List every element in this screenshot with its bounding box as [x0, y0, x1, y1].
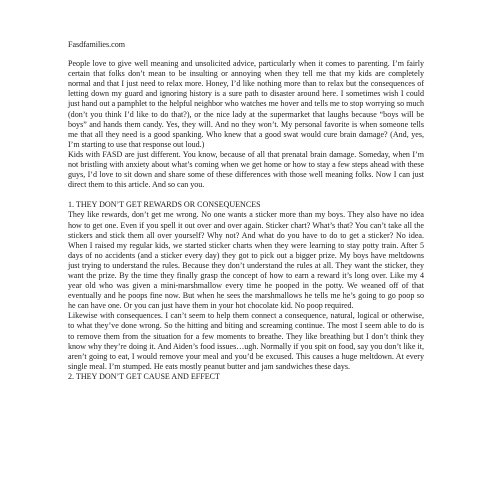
consequences-paragraph: Likewise with consequences. I can’t seem to help them connect a consequence, natural, logical or otherwise, to what they’ve done wrong. So the hitting and biting and screaming continue. The most I seem able to do is to remove them from the situation for a few moments to breathe. They like breathing but I don’t think they know why they’re doing it. And Aiden’s food issues…ugh. Normally if you spit on food, say you don’t like it, aren’t going to eat, I would remove your meal and you’d be excused. This causes a huge meltdown. At every single meal. I’m stumped. He eats mostly peanut butter and jam sandwiches these days.	[68, 311, 424, 371]
intro-paragraph: People love to give well meaning and unsolicited advice, particularly when it comes to parenting. I’m fairly certain that folks don’t mean to be insulting or annoying when they tell me that my kids are completely normal and that I just need to relax more. Honey, I’d like nothing more than to relax but the consequences of letting down my guard and ignoring history is a sure path to disaster around here. I sometimes wish I could just hand out a pamphlet to the helpful neighbor who watches me hover and tells me to stop worrying so much (don’t you think I’d like to do that?), or the nice lady at the supermarket that laughs because “boys will be boys” and hands them candy. Yes, they will. And no they won’t. My personal favorite is when someone tells me that all they need is a good spanking. Who knew that a good swat would cure brain damage? (And, yes, I’m starting to use that response out loud.)	[68, 59, 424, 149]
fasd-differences-paragraph: Kids with FASD are just different. You know, because of all that prenatal brain damage. Someday, when I’m not bristling with anxiety about what’s coming when we get home or how to stay a few steps ahead with these guys, I’d love to sit down and share some of these differences with those well meaning folks. Now I can just direct them to this article. And so can you.	[68, 149, 424, 190]
paragraph-gap	[68, 190, 424, 200]
site-name: Fasdfamilies.com	[68, 40, 125, 49]
section-heading-rewards: 1. THEY DON’T GET REWARDS OR CONSEQUENCES	[68, 200, 261, 210]
section-heading-cause-effect: 2. THEY DON’T GET CAUSE AND EFFECT	[68, 371, 220, 381]
rewards-paragraph: They like rewards, don’t get me wrong. No one wants a sticker more than my boys. They also have no idea how to get one. Even if you spell it out over and over again. Sticker chart? What’s that? You can’t take all the stickers and stick them all over yourself? Why not? And what do you have to do to get a sticker? No idea. When I raised my regular kids, we started sticker charts when they were learning to stay potty train. After 5 days of no accidents (and a sticker every day) they got to pick out a bigger prize. My boys have meltdowns just trying to understand the rules. Because they don’t understand the rules at all. They want the sticker, they want the prize. By the time they finally grasp the concept of how to earn a reward it’s long over. Like my 4 year old who was given a mini-marshmallow every time he pooped in the potty. We weaned off of that eventually and he poops fine now. But when he sees the marshmallows he tells me he’s going to go poop so he can have one. Or you can just have them in your hot chocolate kid. No poop required.	[68, 210, 424, 311]
article	[68, 40, 424, 382]
